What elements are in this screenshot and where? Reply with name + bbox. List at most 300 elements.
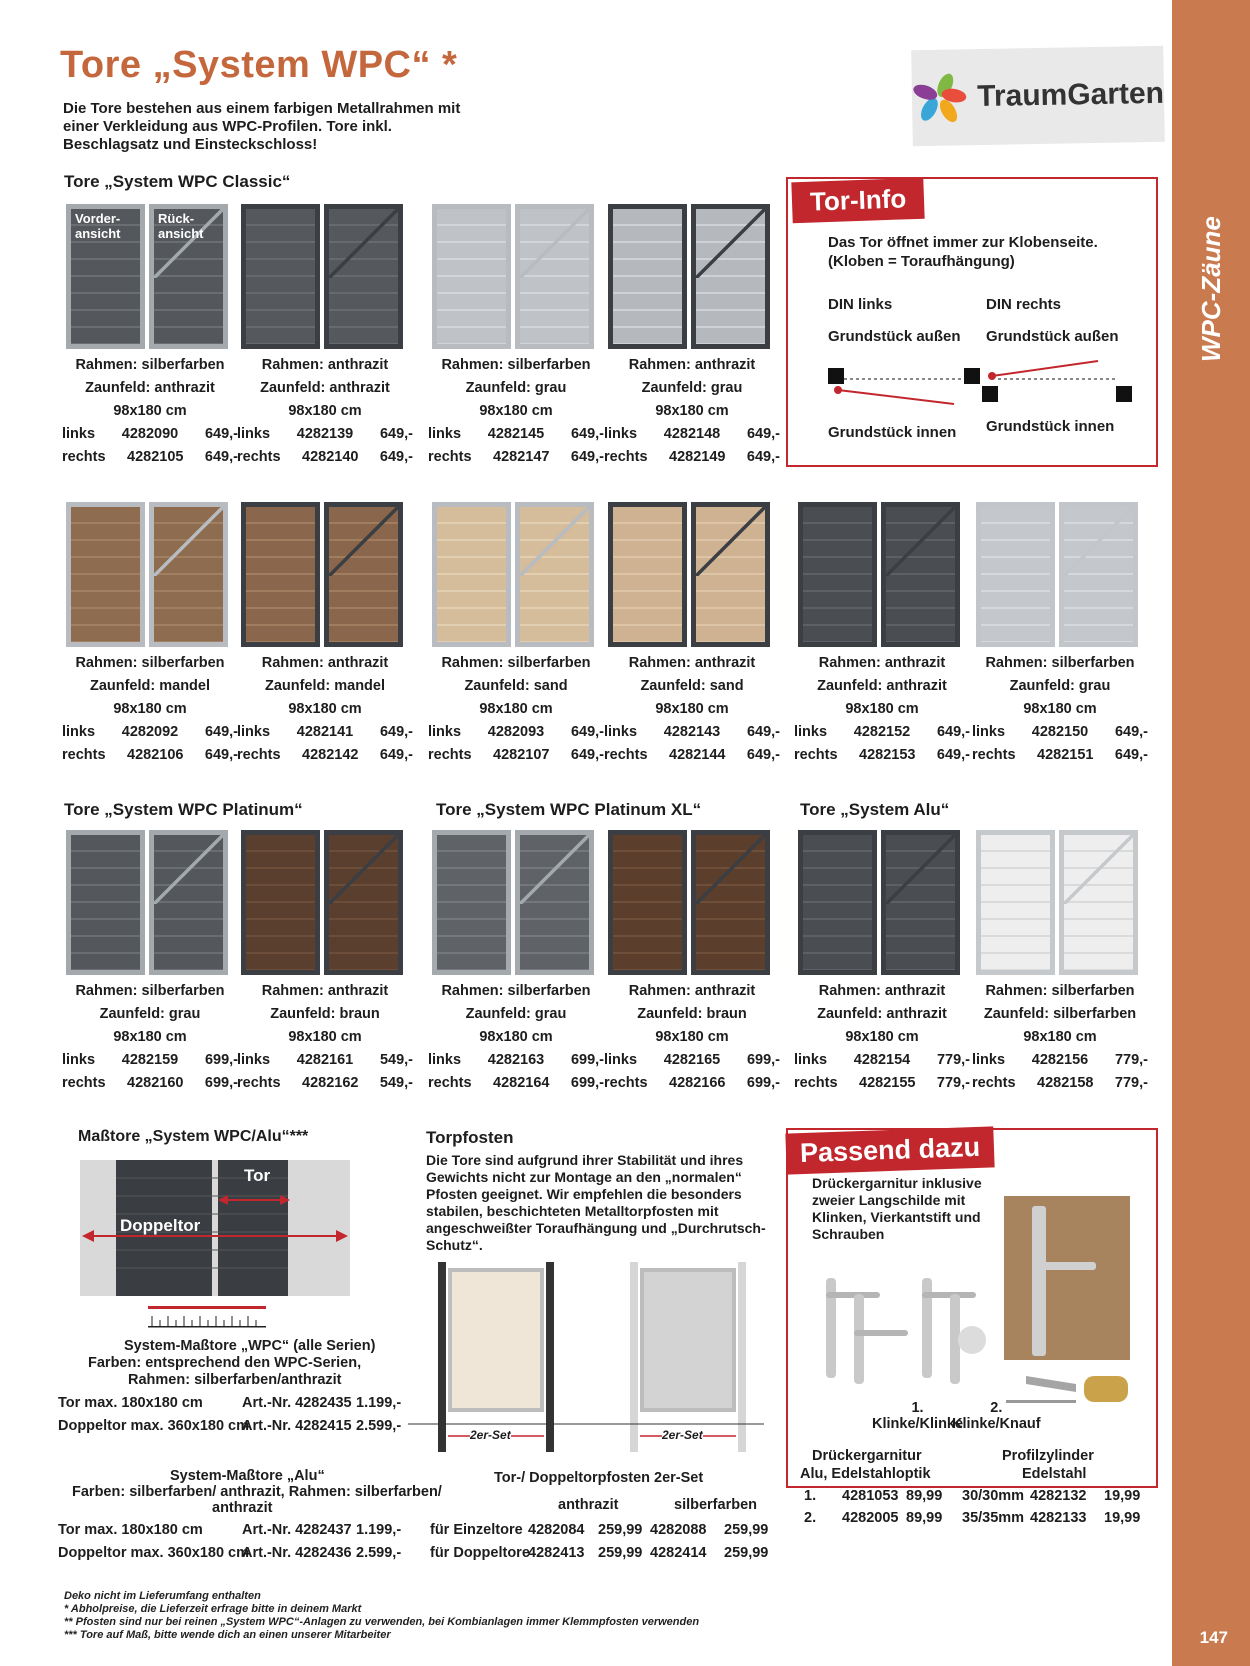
product-card	[235, 652, 415, 767]
doppeltore-label: für Doppeltore	[430, 1545, 530, 1561]
wpc-row1-artnr: Art.-Nr. 4282435	[242, 1395, 352, 1411]
dg2-price: 89,99	[906, 1510, 943, 1526]
price: 649,-	[379, 449, 413, 465]
product-card	[602, 354, 782, 469]
hinge-side: links	[62, 724, 96, 740]
left-hinge-row	[235, 721, 415, 744]
wpc-row1-price: 1.199,-	[356, 1395, 402, 1411]
product-card	[792, 980, 972, 1095]
frame-color: Rahmen: silberfarben	[75, 983, 225, 999]
article-number: 4282156	[1031, 1052, 1089, 1068]
logo-wordmark: TraumGarten	[976, 76, 1165, 114]
panel-color: Zaunfeld: sand	[640, 678, 744, 694]
gate-image	[66, 502, 228, 647]
diagonal-brace-icon	[1064, 507, 1133, 576]
price: 649,-	[570, 724, 604, 740]
doppeltore-s-price: 259,99	[724, 1545, 769, 1561]
frame-color: Rahmen: silberfarben	[985, 983, 1135, 999]
price: 779,-	[1114, 1052, 1148, 1068]
alu-row1-artnr: Art.-Nr. 4282437	[242, 1522, 352, 1538]
price: 779,-	[936, 1052, 970, 1068]
gate-front-view	[608, 204, 687, 349]
gate-back-view	[1059, 830, 1138, 975]
article-number: 4282106	[127, 747, 184, 763]
article-number: 4282160	[127, 1075, 184, 1091]
right-hinge-row	[970, 1072, 1150, 1095]
price: 649,-	[204, 449, 238, 465]
option-klinke-klinke: 1. Klinke/Klinke	[872, 1400, 964, 1432]
diagonal-brace-icon	[154, 835, 223, 904]
gate-front-view	[432, 204, 511, 349]
article-number: 4282141	[296, 724, 354, 740]
sidebar-title	[1196, 104, 1236, 362]
alu-masstore-colors: Farben: silberfarben/ anthrazit, Rahmen: silberfarben/	[72, 1484, 442, 1500]
frame-color: Rahmen: anthrazit	[628, 983, 756, 999]
page-title: Tore „System WPC“ *	[60, 44, 458, 86]
gate-size: 98x180 cm	[655, 403, 729, 419]
hinge-side: rechts	[604, 747, 648, 763]
hinge-side: rechts	[972, 747, 1016, 763]
price: 649,-	[746, 747, 780, 763]
set-title: Tor-/ Doppeltorpfosten 2er-Set	[494, 1470, 704, 1486]
hinge-side: rechts	[237, 747, 281, 763]
product-card	[426, 980, 606, 1095]
article-number: 4282145	[487, 426, 545, 442]
passend-dazu-heading: Passend dazu	[785, 1126, 994, 1174]
right-hinge-row	[602, 744, 782, 767]
gate-image	[432, 830, 594, 975]
article-number: 4282144	[669, 747, 726, 763]
right-hinge-row	[792, 744, 972, 767]
gate-front-view	[432, 830, 511, 975]
right-hinge-row	[60, 744, 240, 767]
gate-back-view	[324, 502, 403, 647]
price: 549,-	[379, 1075, 413, 1091]
product-card	[235, 980, 415, 1095]
left-hinge-row	[60, 721, 240, 744]
wpc-row2-artnr: Art.-Nr. 4282415	[242, 1418, 352, 1434]
left-hinge-row	[60, 1049, 240, 1072]
panel-color: Zaunfeld: anthrazit	[260, 380, 390, 396]
panel-color: Zaunfeld: silberfarben	[983, 1006, 1137, 1022]
right-hinge-row	[60, 446, 240, 469]
gate-image	[432, 502, 594, 647]
article-number: 4282090	[121, 426, 179, 442]
alu-row2-size: Doppeltor max. 360x180 cm	[58, 1545, 250, 1561]
gate-image	[608, 204, 770, 349]
alu-row2-price: 2.599,-	[356, 1545, 402, 1561]
alu-row1-size: Tor max. 180x180 cm	[58, 1522, 203, 1538]
article-number: 4282154	[853, 1052, 911, 1068]
product-card	[235, 354, 415, 469]
gate-back-view	[515, 204, 594, 349]
frame-color: Rahmen: anthrazit	[818, 983, 946, 999]
gate-back-view	[149, 830, 228, 975]
dg1-number: 1.	[804, 1488, 817, 1504]
article-number: 4282163	[487, 1052, 545, 1068]
hinge-side: links	[428, 426, 462, 442]
left-hinge-row	[970, 1049, 1150, 1072]
price: 649,-	[204, 426, 238, 442]
gate-back-view	[1059, 502, 1138, 647]
hinge-side: rechts	[62, 449, 106, 465]
price: 649,-	[746, 449, 780, 465]
col-anthrazit: anthrazit	[558, 1497, 619, 1513]
article-number: 4282093	[487, 724, 545, 740]
panel-color: Zaunfeld: grau	[465, 1006, 567, 1022]
hinge-side: links	[237, 1052, 271, 1068]
wpc-row2-price: 2.599,-	[356, 1418, 402, 1434]
torpfosten-illustration	[408, 1256, 778, 1456]
hinge-side: rechts	[972, 1075, 1016, 1091]
price: 699,-	[570, 1052, 604, 1068]
hinge-side: links	[237, 724, 271, 740]
panel-color: Zaunfeld: grau	[99, 1006, 201, 1022]
aussen-left-label: Grundstück außen	[828, 328, 961, 345]
wpc-row1-size: Tor max. 180x180 cm	[58, 1395, 203, 1411]
left-hinge-row	[426, 423, 606, 446]
hinge-side: links	[62, 1052, 96, 1068]
diagonal-brace-icon	[329, 835, 398, 904]
gate-front-view	[976, 830, 1055, 975]
footnote: * Abholpreise, die Lieferzeit erfrage bitte in deinem Markt	[64, 1603, 362, 1615]
price: 649,-	[936, 724, 970, 740]
gate-back-view	[149, 204, 228, 349]
innen-right-label: Grundstück innen	[986, 418, 1115, 435]
right-hinge-row	[602, 1072, 782, 1095]
gate-image	[976, 830, 1138, 975]
gate-front-view	[241, 830, 320, 975]
article-number: 4282152	[853, 724, 911, 740]
left-hinge-row	[426, 1049, 606, 1072]
price: 649,-	[1114, 747, 1148, 763]
article-number: 4282162	[302, 1075, 359, 1091]
panel-color: Zaunfeld: anthrazit	[817, 1006, 947, 1022]
gate-back-view	[515, 502, 594, 647]
diagonal-brace-icon	[520, 835, 589, 904]
frame-color: Rahmen: anthrazit	[261, 983, 389, 999]
diagonal-brace-icon	[329, 209, 398, 278]
gate-back-view	[691, 830, 770, 975]
doppeltore-s-no: 4282414	[650, 1545, 707, 1561]
pz2-artnr: 4282133	[1030, 1510, 1087, 1526]
pz1-price: 19,99	[1104, 1488, 1141, 1504]
gate-size: 98x180 cm	[479, 403, 553, 419]
left-hinge-row	[235, 1049, 415, 1072]
product-card	[60, 354, 240, 469]
hinge-side: rechts	[794, 747, 838, 763]
gate-front-view	[66, 830, 145, 975]
dg2-artnr: 4282005	[842, 1510, 899, 1526]
doppeltore-a-price: 259,99	[598, 1545, 643, 1561]
gate-back-view	[691, 502, 770, 647]
left-hinge-row	[426, 721, 606, 744]
product-card	[60, 652, 240, 767]
price: 649,-	[570, 449, 604, 465]
article-number: 4282166	[669, 1075, 726, 1091]
article-number: 4282165	[663, 1052, 721, 1068]
gate-front-view	[432, 502, 511, 647]
gate-size: 98x180 cm	[288, 403, 362, 419]
gate-back-view	[324, 204, 403, 349]
footnote: ** Pfosten sind nur bei reinen „System WPC“-Anlagen zu verwenden, bei Kombianlagen immer Klemmpfosten verwenden	[64, 1616, 700, 1628]
article-number: 4282164	[493, 1075, 550, 1091]
gate-image	[608, 502, 770, 647]
gate-image	[798, 830, 960, 975]
panel-color: Zaunfeld: grau	[1009, 678, 1111, 694]
tor-label: Tor	[244, 1166, 271, 1185]
page-number: 147	[1199, 1628, 1228, 1647]
hinge-side: links	[972, 724, 1006, 740]
article-number: 4282148	[663, 426, 721, 442]
traumgarten-logo	[911, 46, 1165, 146]
gate-front-view	[976, 502, 1055, 647]
dg2-number: 2.	[804, 1510, 817, 1526]
einzeltore-a-no: 4282084	[528, 1522, 585, 1538]
right-hinge-row	[235, 446, 415, 469]
door-photo	[1004, 1196, 1130, 1360]
gate-size: 98x180 cm	[479, 1029, 553, 1045]
article-number: 4282158	[1037, 1075, 1094, 1091]
dg1-price: 89,99	[906, 1488, 943, 1504]
gate-front-view	[66, 502, 145, 647]
section-title-platinum-xl: Tore „System WPC Platinum XL“	[436, 800, 702, 819]
product-card	[792, 652, 972, 767]
product-card	[970, 652, 1150, 767]
front-view-label: Vorder- ansicht	[75, 211, 121, 241]
diagonal-brace-icon	[886, 507, 955, 576]
price: 699,-	[746, 1052, 780, 1068]
gate-size: 98x180 cm	[845, 1029, 919, 1045]
price: 649,-	[570, 426, 604, 442]
alu-masstore-frame: anthrazit	[212, 1500, 273, 1516]
gate-size: 98x180 cm	[1023, 1029, 1097, 1045]
gate-size: 98x180 cm	[655, 701, 729, 717]
right-hinge-row	[426, 744, 606, 767]
panel-color: Zaunfeld: mandel	[89, 678, 211, 694]
hinge-side: links	[604, 724, 638, 740]
hinge-side: links	[794, 724, 828, 740]
torpfosten-text: Die Tore sind aufgrund ihrer Stabilität und ihres Gewichts nicht zur Montage an den „normalen“ Pfosten geeignet. Wir empfehlen die besonders stabilen, beschichteten Metalltorpfosten mit angeschweißter Toraufhängung und „Durchrutsch-Schutz“.	[426, 1152, 766, 1253]
frame-color: Rahmen: anthrazit	[818, 655, 946, 671]
price: 699,-	[570, 1075, 604, 1091]
frame-color: Rahmen: silberfarben	[441, 983, 591, 999]
gate-size: 98x180 cm	[845, 701, 919, 717]
hinge-side: rechts	[604, 449, 648, 465]
gate-back-view	[324, 830, 403, 975]
article-number: 4282161	[296, 1052, 354, 1068]
section-title-classic: Tore „System WPC Classic“	[64, 172, 291, 191]
price: 649,-	[379, 426, 413, 442]
product-card	[60, 980, 240, 1095]
gate-image	[66, 204, 228, 349]
price: 649,-	[570, 747, 604, 763]
innen-left-label: Grundstück innen	[828, 424, 957, 441]
gate-back-view	[881, 502, 960, 647]
gate-size: 98x180 cm	[113, 701, 187, 717]
product-card	[426, 652, 606, 767]
price: 649,-	[746, 426, 780, 442]
hinge-side: rechts	[794, 1075, 838, 1091]
dg-title: Drückergarnitur	[812, 1448, 922, 1464]
set-label-left: 2er-Set	[470, 1428, 511, 1442]
footnote: *** Tore auf Maß, bitte wende dich an einen unserer Mitarbeiter	[64, 1629, 391, 1641]
einzeltore-s-price: 259,99	[724, 1522, 769, 1538]
flower-logo-icon	[912, 69, 970, 126]
doppeltor-label: Doppeltor	[120, 1216, 201, 1235]
gate-back-view	[149, 502, 228, 647]
footnotes	[64, 1590, 699, 1642]
gate-size: 98x180 cm	[288, 701, 362, 717]
price: 649,-	[379, 747, 413, 763]
price: 649,-	[746, 724, 780, 740]
right-hinge-row	[426, 1072, 606, 1095]
gate-size: 98x180 cm	[288, 1029, 362, 1045]
frame-color: Rahmen: anthrazit	[628, 655, 756, 671]
right-hinge-row	[60, 1072, 240, 1095]
gate-size: 98x180 cm	[655, 1029, 729, 1045]
hinge-side: rechts	[428, 449, 472, 465]
pz2-price: 19,99	[1104, 1510, 1141, 1526]
frame-color: Rahmen: anthrazit	[261, 655, 389, 671]
diagonal-brace-icon	[329, 507, 398, 576]
diagonal-brace-icon	[1064, 835, 1133, 904]
article-number: 4282139	[296, 426, 354, 442]
hinge-side: links	[604, 1052, 638, 1068]
left-hinge-row	[602, 1049, 782, 1072]
footnote: Deko nicht im Lieferumfang enthalten	[64, 1590, 261, 1602]
hinge-side: rechts	[604, 1075, 648, 1091]
einzeltore-label: für Einzeltore	[430, 1522, 523, 1538]
article-number: 4282155	[859, 1075, 916, 1091]
gate-front-view	[608, 830, 687, 975]
price: 649,-	[1114, 724, 1148, 740]
drueckergarnitur-text: Drückergarnitur inklusive zweier Langschilde mit Klinken, Vierkantstift und Schrauben	[812, 1175, 982, 1242]
pz-title: Profilzylinder	[1002, 1448, 1094, 1464]
panel-color: Zaunfeld: braun	[637, 1006, 747, 1022]
gate-front-view	[241, 204, 320, 349]
section-title-platinum: Tore „System WPC Platinum“	[64, 800, 303, 819]
frame-color: Rahmen: silberfarben	[75, 655, 225, 671]
price: 649,-	[204, 747, 238, 763]
diagonal-brace-icon	[154, 507, 223, 576]
article-number: 4282143	[663, 724, 721, 740]
article-number: 4282140	[302, 449, 359, 465]
aussen-right-label: Grundstück außen	[986, 328, 1119, 345]
frame-color: Rahmen: silberfarben	[441, 357, 591, 373]
diagonal-brace-icon	[696, 835, 765, 904]
sidebar-title-text: WPC-Zäune	[1196, 216, 1226, 362]
right-hinge-row	[792, 1072, 972, 1095]
torpfosten-title: Torpfosten	[426, 1128, 514, 1147]
gate-front-view	[608, 502, 687, 647]
gate-size: 98x180 cm	[1023, 701, 1097, 717]
diagonal-brace-icon	[696, 507, 765, 576]
panel-color: Zaunfeld: sand	[464, 678, 568, 694]
left-hinge-row	[792, 721, 972, 744]
left-hinge-row	[235, 423, 415, 446]
handle-illustration	[812, 1270, 1008, 1390]
right-hinge-row	[426, 446, 606, 469]
left-hinge-row	[970, 721, 1150, 744]
price: 649,-	[936, 747, 970, 763]
din-diagram	[820, 360, 1140, 430]
hinge-side: links	[428, 1052, 462, 1068]
left-hinge-row	[602, 721, 782, 744]
gate-front-view	[66, 204, 145, 349]
hinge-side: rechts	[428, 1075, 472, 1091]
gate-image	[608, 830, 770, 975]
alu-row1-price: 1.199,-	[356, 1522, 402, 1538]
product-card	[602, 980, 782, 1095]
section-title-alu: Tore „System Alu“	[800, 800, 950, 819]
gate-front-view	[241, 502, 320, 647]
panel-color: Zaunfeld: anthrazit	[817, 678, 947, 694]
gate-back-view	[691, 204, 770, 349]
gate-image	[66, 830, 228, 975]
product-card	[426, 354, 606, 469]
panel-color: Zaunfeld: grau	[641, 380, 743, 396]
tor-info-line2: (Kloben = Toraufhängung)	[828, 253, 1015, 270]
left-hinge-row	[60, 423, 240, 446]
panel-color: Zaunfeld: anthrazit	[85, 380, 215, 396]
price: 779,-	[936, 1075, 970, 1091]
article-number: 4282159	[121, 1052, 179, 1068]
article-number: 4282151	[1037, 747, 1094, 763]
intro-text: Die Tore bestehen aus einem farbigen Metallrahmen mit einer Verkleidung aus WPC-Profilen. Tore inkl. Beschlagsatz und Einsteckschloss!	[63, 100, 461, 153]
article-number: 4282142	[302, 747, 359, 763]
option-klinke-knauf: 2. Klinke/Knauf	[952, 1400, 1041, 1432]
left-hinge-row	[602, 423, 782, 446]
dg-subtitle: Alu, Edelstahloptik	[800, 1466, 931, 1482]
price: 699,-	[204, 1075, 238, 1091]
left-hinge-row	[792, 1049, 972, 1072]
panel-color: Zaunfeld: grau	[465, 380, 567, 396]
right-hinge-row	[602, 446, 782, 469]
price: 699,-	[746, 1075, 780, 1091]
gate-image	[798, 502, 960, 647]
hinge-side: rechts	[62, 1075, 106, 1091]
alu-masstore-title: System-Maßtore „Alu“	[170, 1468, 325, 1484]
gate-front-view	[798, 830, 877, 975]
article-number: 4282105	[127, 449, 184, 465]
gate-size: 98x180 cm	[113, 403, 187, 419]
diagonal-brace-icon	[886, 835, 955, 904]
article-number: 4282153	[859, 747, 916, 763]
gate-image	[432, 204, 594, 349]
article-number: 4282107	[493, 747, 550, 763]
einzeltore-s-no: 4282088	[650, 1522, 707, 1538]
set-label-right: 2er-Set	[662, 1428, 703, 1442]
einzeltore-a-price: 259,99	[598, 1522, 643, 1538]
product-card	[970, 980, 1150, 1095]
hinge-side: rechts	[237, 449, 281, 465]
price: 699,-	[204, 1052, 238, 1068]
frame-color: Rahmen: silberfarben	[985, 655, 1135, 671]
din-rechts-label: DIN rechts	[986, 296, 1062, 313]
article-number: 4282149	[669, 449, 726, 465]
frame-color: Rahmen: silberfarben	[75, 357, 225, 373]
pz-subtitle: Edelstahl	[1022, 1466, 1087, 1482]
right-hinge-row	[235, 744, 415, 767]
price: 649,-	[204, 724, 238, 740]
gate-image	[241, 830, 403, 975]
article-number: 4282150	[1031, 724, 1089, 740]
wpc-masstore-title: System-Maßtore „WPC“ (alle Serien)	[124, 1338, 376, 1354]
hinge-side: links	[62, 426, 96, 442]
diagonal-brace-icon	[696, 209, 765, 278]
pz1-artnr: 4282132	[1030, 1488, 1087, 1504]
